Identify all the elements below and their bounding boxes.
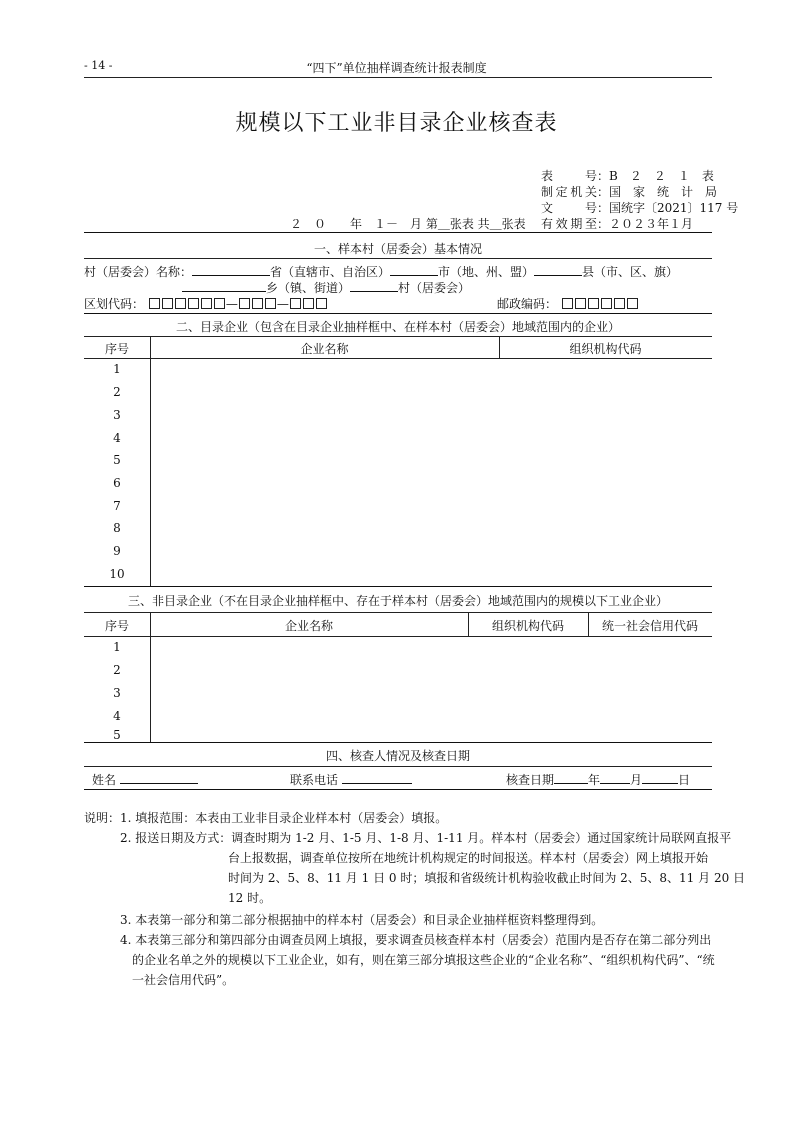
table-row: 4 — [113, 709, 121, 723]
column-divider — [468, 612, 469, 636]
inspector-name-row: 姓名 — [92, 771, 198, 788]
divider — [84, 612, 712, 613]
note-item: 2. 报送日期及方式：调查时期为 1-2 月、1-5 月、1-8 月、1-11 月。样本村（居委会）通过国家统计局联网直报平 — [120, 831, 732, 845]
column-divider — [150, 612, 151, 742]
area-code-row: 区划代码： — — — [84, 295, 328, 312]
column-divider — [499, 336, 500, 358]
note-item: 4. 本表第三部分和第四部分由调查员网上填报，要求调查员核查样本村（居委会）范围内是否存在第二部分列出 — [120, 933, 712, 947]
meta-issuing-authority: 制定机关：国 家 统 计 局 — [541, 185, 718, 199]
table-row: 10 — [109, 567, 125, 581]
inspector-phone-field[interactable] — [342, 771, 412, 784]
column-divider — [150, 336, 151, 586]
page-number: - 14 - — [84, 59, 113, 72]
village-field[interactable] — [350, 279, 398, 292]
meta-document-number: 文号：国统字〔2021〕117 号 — [541, 201, 739, 215]
header-divider — [84, 77, 712, 78]
table-top-border — [84, 232, 712, 233]
note-item-continued: 台上报数据，调查单位按所在地统计机构规定的时间报送。样本村（居委会）网上填报开始 — [228, 851, 709, 865]
section2-title: 二、目录企业（包含在目录企业抽样框中、在样本村（居委会）地域范围内的企业） — [175, 320, 620, 334]
table-row: 5 — [113, 453, 121, 467]
county-field[interactable] — [534, 263, 582, 276]
table-row: 4 — [113, 431, 121, 445]
city-field[interactable] — [390, 263, 438, 276]
table-row: 2 — [113, 385, 121, 399]
divider — [84, 742, 712, 743]
table-row: 2 — [113, 663, 121, 677]
table-row: 3 — [113, 686, 121, 700]
township-field[interactable] — [182, 279, 266, 292]
date-year-field[interactable] — [554, 771, 588, 784]
area-code-boxes[interactable]: — — — [148, 297, 328, 311]
section3-title: 三、非目录企业（不在目录企业抽样框中、存在于样本村（居委会）地域范围内的规模以下工业企业） — [127, 594, 668, 608]
divider — [84, 258, 712, 259]
note-item-continued: 一社会信用代码”。 — [132, 973, 235, 987]
village-row: 村（居委会）名称： 省（直辖市、自治区） 市（地、州、盟） 县（市、区、旗） — [84, 265, 679, 279]
divider — [84, 766, 712, 767]
postal-code-boxes[interactable] — [561, 297, 639, 311]
section4-title: 四、核查人情况及核查日期 — [325, 749, 470, 763]
section2-name-header: 企业名称 — [300, 342, 349, 356]
divider — [84, 586, 712, 587]
inspection-date-row: 核查日期 年 月 日 — [506, 773, 691, 787]
note-item: 3. 本表第一部分和第二部分根据抽中的样本村（居委会）和目录企业抽样框资料整理得到。 — [120, 913, 604, 927]
note-item-continued: 12 时。 — [228, 891, 272, 905]
note-item-continued: 的企业名单之外的规模以下工业企业，如有，则在第三部分填报这些企业的“企业名称”、“组织机构代码”、“统 — [132, 953, 715, 967]
note-item-continued: 时间为 2、5、8、11 月 1 日 0 时；填报和省级统计机构验收截止时间为 2、5、8、11 月 20 日 — [228, 871, 746, 885]
table-row: 9 — [113, 544, 121, 558]
meta-valid-until: 有效期至：２０２３年１月 — [541, 217, 694, 231]
section2-org-header: 组织机构代码 — [569, 342, 642, 356]
table-row: 1 — [113, 640, 121, 654]
document-header-title: “四下”单位抽样调查统计报表制度 — [306, 61, 487, 75]
section3-credit-header: 统一社会信用代码 — [601, 619, 698, 633]
township-row: 乡（镇、街道） 村（居委会） — [182, 279, 470, 296]
postal-code-row: 邮政编码： — [497, 295, 639, 312]
note-item: 1. 填报范围：本表由工业非目录企业样本村（居委会）填报。 — [120, 811, 448, 825]
form-title: 规模以下工业非目录企业核查表 — [235, 111, 558, 136]
section1-title: 一、样本村（居委会）基本情况 — [313, 242, 482, 256]
table-bottom-border — [84, 789, 712, 790]
inspector-name-field[interactable] — [120, 771, 198, 784]
table-row: 5 — [113, 728, 121, 742]
section3-org-header: 组织机构代码 — [491, 619, 564, 633]
notes-prefix: 说明： — [84, 811, 121, 825]
divider — [84, 313, 712, 314]
divider — [84, 336, 712, 337]
table-row: 6 — [113, 476, 121, 490]
section3-seq-header: 序号 — [104, 619, 129, 633]
village-name-field[interactable] — [192, 263, 270, 276]
column-divider — [588, 612, 589, 636]
section3-name-header: 企业名称 — [284, 619, 333, 633]
meta-form-number: 表号：B ２ ２ １ 表 — [541, 169, 714, 183]
table-row: 3 — [113, 408, 121, 422]
table-row: 7 — [113, 499, 121, 513]
divider — [84, 636, 712, 637]
date-day-field[interactable] — [642, 771, 678, 784]
section2-seq-header: 序号 — [104, 342, 129, 356]
date-month-field[interactable] — [600, 771, 630, 784]
table-row: 1 — [113, 362, 121, 376]
inspector-phone-row: 联系电话 — [290, 771, 412, 788]
table-row: 8 — [113, 521, 121, 535]
divider — [84, 358, 712, 359]
period-line: ２ ０ 年 １－ 月 第＿张表 共＿张表 — [290, 217, 526, 231]
